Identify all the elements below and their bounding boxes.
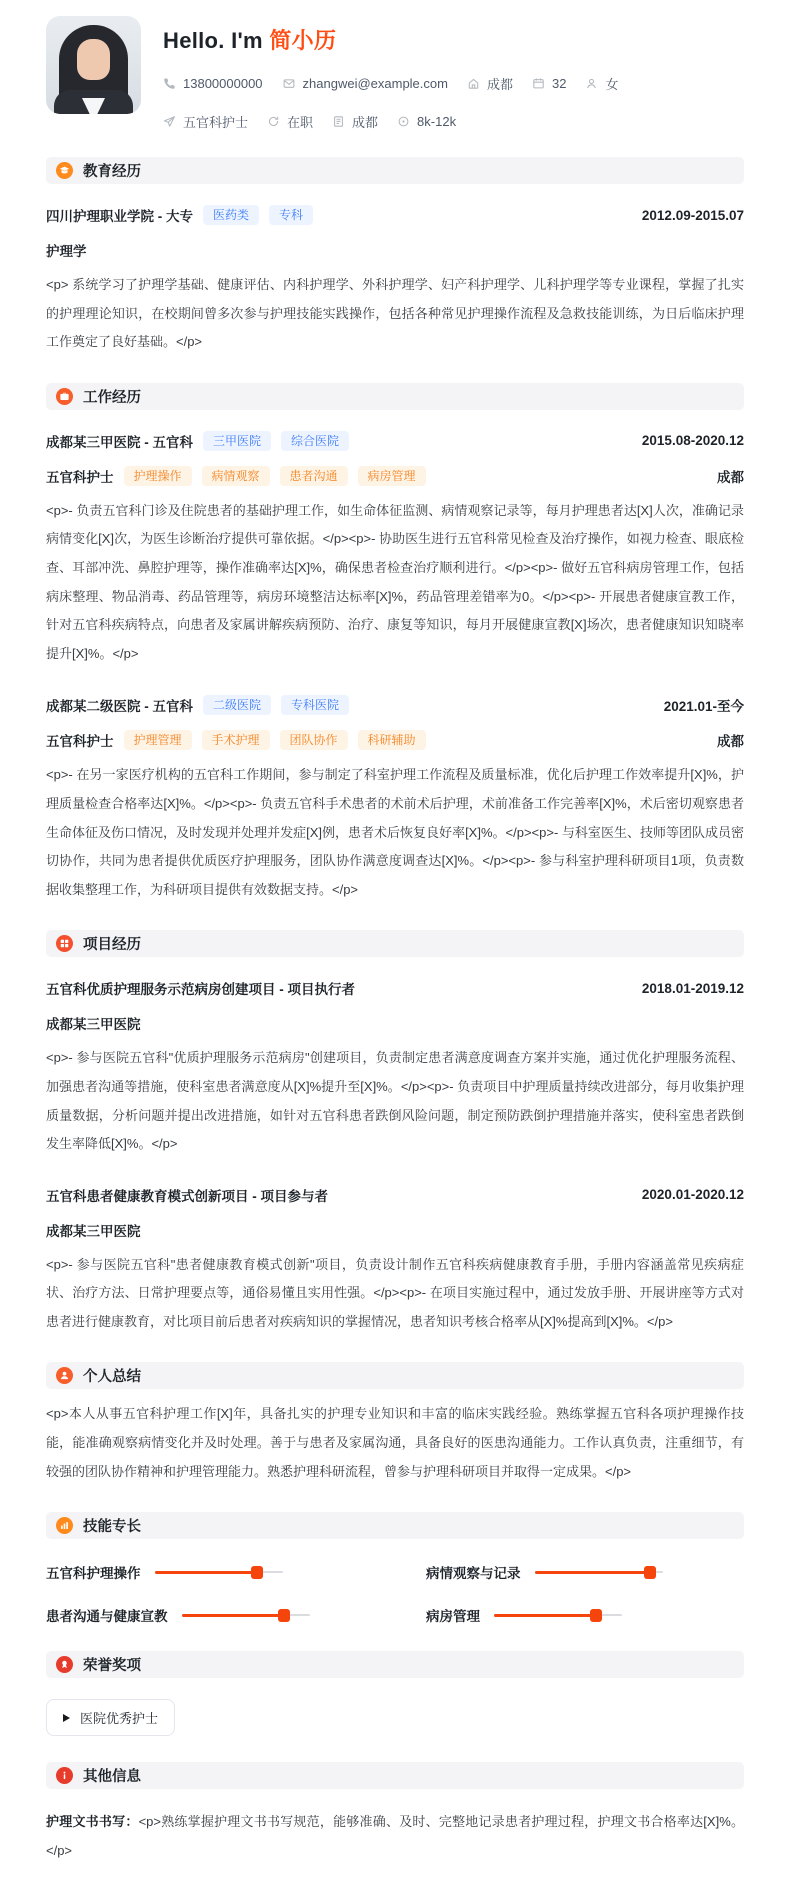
page-title — [163, 24, 618, 55]
section-header-other — [46, 1762, 744, 1789]
work-entry-role-row — [46, 466, 744, 486]
work-location: 成都 — [717, 734, 744, 750]
company-tag: 综合医院 — [281, 431, 349, 451]
section-title: 工作经历 — [83, 389, 141, 406]
candidate-name: 简小历 — [269, 28, 337, 53]
section-header-work — [46, 383, 744, 410]
photo-face — [77, 39, 110, 80]
phone-value: 13800000000 — [183, 76, 263, 91]
age-value: 32 — [551, 76, 567, 91]
role-name: 五官科护士 — [46, 469, 114, 485]
status-value: 在职 — [287, 115, 314, 130]
skill-label: 患者沟通与健康宣教 — [46, 1609, 168, 1625]
education-major: 护理学 — [46, 244, 87, 259]
work-description: <p>- 负责五官科门诊及住院患者的基础护理工作，如生命体征监测、病情观察记录等，每月护理患者达[X]人次，准确记录病情变化[X]次，为医生诊断治疗提供可靠依据。</p><p>- 协助医生进行五官科常见检查及治疗操作，如视力检查、眼底检查、耳部冲洗、鼻腔护理等，操作准确率达[X]%，确保患者检查治疗顺利进行。</p><p>- 做好五官科病房管理工作，包括病床整理、物品消毒、药品管理等，病房环境整洁达标率[X]%，药品管理差错率为0。</p><p>- 开展患者健康宣教工作，针对五官科疾病特点，向患者及家属讲解疾病预防、治疗、康复等知识，每月开展健康宣教[X]场次，患者健康知识知晓率提升[X]%。</p> — [46, 502, 744, 661]
skill-level-indicator — [494, 1614, 596, 1617]
other-info-line — [46, 1808, 744, 1865]
role-tag: 病情观察 — [202, 466, 270, 486]
contact-location — [467, 74, 513, 93]
section-title: 项目经历 — [83, 937, 141, 954]
section-header-honors — [46, 1651, 744, 1678]
skill-item — [426, 1605, 744, 1625]
contact-gender — [585, 74, 618, 93]
project-entry-headline — [46, 978, 744, 998]
education-entry-headline — [46, 205, 744, 225]
contact-row-2 — [163, 112, 618, 131]
play-triangle-icon — [63, 1714, 70, 1722]
skill-item — [46, 1562, 364, 1582]
contact-phone — [163, 76, 263, 91]
project-date: 2018.01-2019.12 — [641, 980, 744, 996]
age-icon — [532, 77, 545, 90]
company-name: 成都某二级医院 - 五官科 — [46, 699, 193, 715]
contact-row-1 — [163, 74, 618, 93]
education-tag: 专科 — [269, 205, 313, 225]
header-text-block — [163, 16, 618, 131]
section-title: 其他信息 — [83, 1769, 141, 1786]
medal-icon — [56, 1656, 73, 1673]
contact-age — [532, 76, 566, 91]
briefcase-icon — [56, 388, 73, 405]
salary-value: 8k-12k — [417, 114, 457, 129]
bar-chart-icon — [56, 1517, 73, 1534]
role-tag: 科研辅助 — [358, 730, 426, 750]
skill-slider — [535, 1566, 663, 1579]
job-position — [163, 112, 248, 131]
honor-chip[interactable] — [46, 1699, 175, 1736]
section-title: 技能专长 — [83, 1519, 141, 1536]
job-status — [267, 112, 313, 131]
work-location: 成都 — [717, 469, 744, 485]
role-name: 五官科护士 — [46, 734, 114, 750]
city-icon — [332, 115, 345, 128]
skill-level-indicator — [182, 1614, 284, 1617]
project-entry-headline — [46, 1185, 744, 1205]
skill-level-indicator — [535, 1571, 650, 1574]
status-icon — [267, 115, 280, 128]
company-tag: 三甲医院 — [203, 431, 271, 451]
skill-slider — [182, 1609, 310, 1622]
greeting-text: Hello. I'm — [163, 28, 263, 53]
project-org: 成都某三甲医院 — [46, 1017, 141, 1033]
work-entry-role-row — [46, 730, 744, 750]
work-description: <p>- 在另一家医疗机构的五官科工作期间，参与制定了科室护理工作流程及质量标准，优化后护理工作效率提升[X]%，护理质量检查合格率达[X]%。</p><p>- 负责五官科手术患者的术前术后护理，术前准备工作完善率[X]%，术后密切观察患者生命体征及伤口情况，及时发现并处理并发症[X]例，患者术后恢复良好率[X]%。</p><p>- 与科室医生、技师等团队成员密切协作，共同为患者提供优质医疗护理服务，团队协作满意度调查达[X]%。</p><p>- 参与科室护理科研项目1项，负责数据收集整理工作，为科研项目提供有效数据支持。</p> — [46, 767, 744, 897]
skills-grid — [46, 1562, 744, 1625]
skill-slider — [155, 1566, 283, 1579]
skill-label: 病房管理 — [426, 1609, 480, 1625]
info-icon — [56, 1767, 73, 1784]
work-date: 2021.01-至今 — [663, 699, 744, 715]
project-date: 2020.01-2020.12 — [641, 1187, 744, 1203]
grid-icon — [56, 935, 73, 952]
role-tag: 病房管理 — [358, 466, 426, 486]
education-description: <p> 系统学习了护理学基础、健康评估、内科护理学、外科护理学、妇产科护理学、儿科护理学等专业课程，掌握了扎实的护理理论知识，在校期间曾多次参与护理技能实践操作，包括各种常见护理操作流程及急救技能训练，为日后临床护理工作奠定了良好基础。</p> — [46, 277, 744, 350]
summary-description: <p>本人从事五官科护理工作[X]年，具备扎实的护理专业知识和丰富的临床实践经验。熟练掌握五官科各项护理操作技能，能准确观察病情变化并及时处理。善于与患者及家属沟通，具备良好的医患沟通能力。工作认真负责，注重细节，有较强的团队协作精神和护理管理能力。熟悉护理科研流程，曾参与护理科研项目并取得一定成果。</p> — [46, 1406, 744, 1479]
company-name: 成都某三甲医院 - 五官科 — [46, 434, 193, 450]
gender-value: 女 — [605, 77, 619, 92]
home-icon — [467, 77, 480, 90]
section-title: 个人总结 — [83, 1369, 141, 1386]
work-date: 2015.08-2020.12 — [641, 433, 744, 449]
skill-level-indicator — [155, 1571, 257, 1574]
education-date: 2012.09-2015.07 — [641, 207, 744, 223]
project-org: 成都某三甲医院 — [46, 1223, 141, 1239]
skill-label: 五官科护理操作 — [46, 1566, 141, 1582]
work-entry-headline — [46, 695, 744, 715]
section-header-skills — [46, 1512, 744, 1539]
other-info-description: <p>熟练掌握护理文书书写规范，能够准确、及时、完整地记录患者护理过程，护理文书合格率达[X]%。</p> — [46, 1814, 744, 1858]
role-tag: 团队协作 — [280, 730, 348, 750]
school-degree: 四川护理职业学院 - 大专 — [46, 209, 193, 224]
position-value: 五官科护士 — [183, 115, 249, 130]
skill-item — [46, 1605, 364, 1625]
email-icon — [282, 77, 296, 90]
city-value: 成都 — [352, 115, 379, 130]
profile-photo — [46, 16, 141, 114]
job-city — [332, 112, 378, 131]
section-header-summary — [46, 1362, 744, 1389]
role-tag: 患者沟通 — [280, 466, 348, 486]
work-entry-headline — [46, 431, 744, 451]
role-tag: 手术护理 — [202, 730, 270, 750]
salary-icon — [397, 115, 410, 128]
skill-label: 病情观察与记录 — [426, 1566, 521, 1582]
resume-header — [46, 16, 744, 131]
project-name: 五官科患者健康教育模式创新项目 - 项目参与者 — [46, 1188, 328, 1204]
section-title: 教育经历 — [83, 164, 141, 180]
contact-email — [282, 76, 448, 91]
other-info-label: 护理文书书写： — [46, 1814, 139, 1830]
location-value: 成都 — [486, 77, 513, 92]
skill-slider — [494, 1609, 622, 1622]
position-icon — [163, 115, 176, 128]
job-salary — [397, 114, 456, 129]
education-tag: 医药类 — [203, 205, 259, 225]
role-tag: 护理管理 — [124, 730, 192, 750]
phone-icon — [163, 77, 176, 90]
email-value: zhangwei@example.com — [302, 76, 448, 91]
company-tag: 二级医院 — [203, 695, 271, 715]
project-description: <p>- 参与医院五官科"优质护理服务示范病房"创建项目，负责制定患者满意度调查方案并实施，通过优化护理服务流程、加强患者沟通等措施，使科室患者满意度从[X]%提升至[X]%。</p><p>- 负责项目中护理质量持续改进部分，每月收集护理质量数据，分析问题并提出改进措施，如针对五官科患者跌倒风险问题，制定预防跌倒护理措施并落实，使科室患者跌倒发生率降低[X]%。</p> — [46, 1050, 744, 1152]
project-description: <p>- 参与医院五官科"患者健康教育模式创新"项目，负责设计制作五官科疾病健康教育手册，手册内容涵盖常见疾病症状、治疗方法、日常护理要点等，通俗易懂且实用性强。</p><p>- 在项目实施过程中，通过发放手册、开展讲座等方式对患者进行健康教育，对比项目前后患者对疾病知识的掌握情况，患者知识考核合格率从[X]%提高到[X]%。</p> — [46, 1256, 744, 1329]
section-title: 荣誉奖项 — [83, 1658, 141, 1675]
honor-label: 医院优秀护士 — [80, 1711, 159, 1727]
section-header-projects — [46, 930, 744, 957]
project-name: 五官科优质护理服务示范病房创建项目 - 项目执行者 — [46, 982, 355, 998]
skill-item — [426, 1562, 744, 1582]
gender-icon — [585, 77, 598, 90]
section-header-education — [46, 157, 744, 184]
company-tag: 专科医院 — [281, 695, 349, 715]
role-tag: 护理操作 — [124, 466, 192, 486]
graduation-cap-icon — [56, 162, 73, 179]
person-icon — [56, 1367, 73, 1384]
